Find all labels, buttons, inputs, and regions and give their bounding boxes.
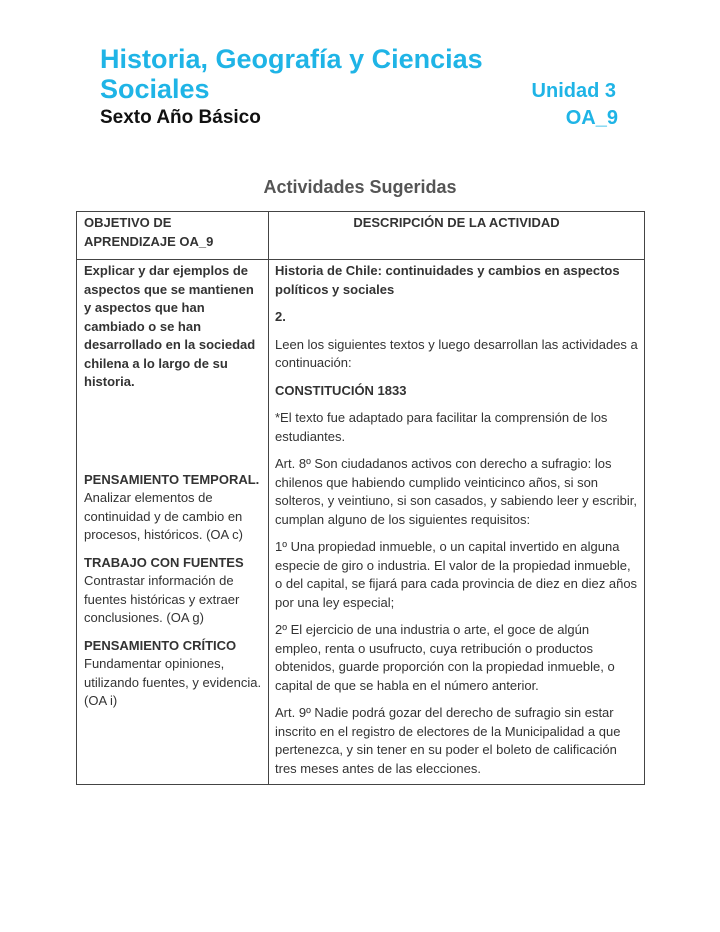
activity-number: 2.	[275, 309, 286, 324]
objective-cell	[77, 260, 269, 785]
header-objective: OBJETIVO DE APRENDIZAJE OA_9	[77, 212, 269, 260]
section-title: Actividades Sugeridas	[263, 177, 457, 197]
skill-item	[84, 637, 263, 711]
skill-title: PENSAMIENTO CRÍTICO	[84, 637, 237, 653]
skill-title: TRABAJO CON FUENTES	[84, 554, 244, 570]
table-body-row	[77, 260, 645, 785]
skill-item	[84, 554, 263, 628]
header-description: DESCRIPCIÓN DE LA ACTIVIDAD	[269, 212, 645, 260]
oa-code-label: OA_9	[565, 107, 618, 129]
article-paragraph: Art. 9º Nadie podrá gozar del derecho de sufragio sin estar inscrito en el registro de electores de la Municipalidad a que pertenezca, y sin tener en su poder el boleto de calificación tres meses antes de las elecciones.	[275, 705, 621, 776]
unit-label: Unidad 3	[531, 80, 616, 102]
activity-intro: Leen los siguientes textos y luego desarrollan las actividades a continuación:	[275, 336, 638, 370]
title-row-3	[100, 106, 620, 130]
skill-title: PENSAMIENTO TEMPORAL.	[84, 471, 260, 487]
table-header-row	[77, 212, 645, 260]
article-paragraph: 2º El ejercicio de una industria o arte, el goce de algún empleo, renta o usufructo, cuya retribución o productos obtenidos, guarde proporción con la propiedad inmueble, o capital de que se habla en el número anterior.	[275, 622, 615, 693]
skills-list	[84, 471, 266, 711]
skill-item	[84, 471, 266, 545]
article-paragraph: Art. 8º Son ciudadanos activos con derecho a sufragio: los chilenos que habiendo cumplido veinticinco años, si son solteros, y veintiuno, si son casados, y sabiendo leer y escribir, cumplan alguno de los siguientes requisitos:	[275, 456, 638, 527]
objective-text: Explicar y dar ejemplos de aspectos que se mantienen y aspectos que han cambiado o se han desarrollado en la sociedad chilena a lo largo de su historia.	[84, 263, 256, 389]
activity-title: Historia de Chile: continuidades y cambios en aspectos políticos y sociales	[275, 263, 620, 297]
subject-title-line2: Sociales	[100, 74, 210, 104]
article-paragraph: 1º Una propiedad inmueble, o un capital invertido en alguna especie de giro o industria. El valor de la propiedad inmueble, o del capital, se fijará para cada provincia de diez en diez años por una ley especial;	[275, 539, 638, 610]
skill-text: Analizar elementos de continuidad y de cambio en procesos, históricos. (OA c)	[84, 471, 266, 542]
adaptation-note: *El texto fue adaptado para facilitar la comprensión de los estudiantes.	[275, 410, 608, 444]
activity-cell	[269, 260, 645, 785]
skill-text: Contrastar información de fuentes históricas y extraer conclusiones. (OA g)	[84, 573, 240, 625]
skill-text: Fundamentar opiniones, utilizando fuentes, y evidencia. (OA i)	[84, 656, 262, 708]
title-row-2	[100, 74, 620, 104]
grade-label: Sexto Año Básico	[100, 107, 261, 128]
subject-title-line1: Historia, Geografía y Ciencias	[100, 44, 483, 74]
document-title: CONSTITUCIÓN 1833	[275, 382, 407, 398]
document-header	[100, 44, 620, 130]
activities-table	[76, 211, 645, 785]
